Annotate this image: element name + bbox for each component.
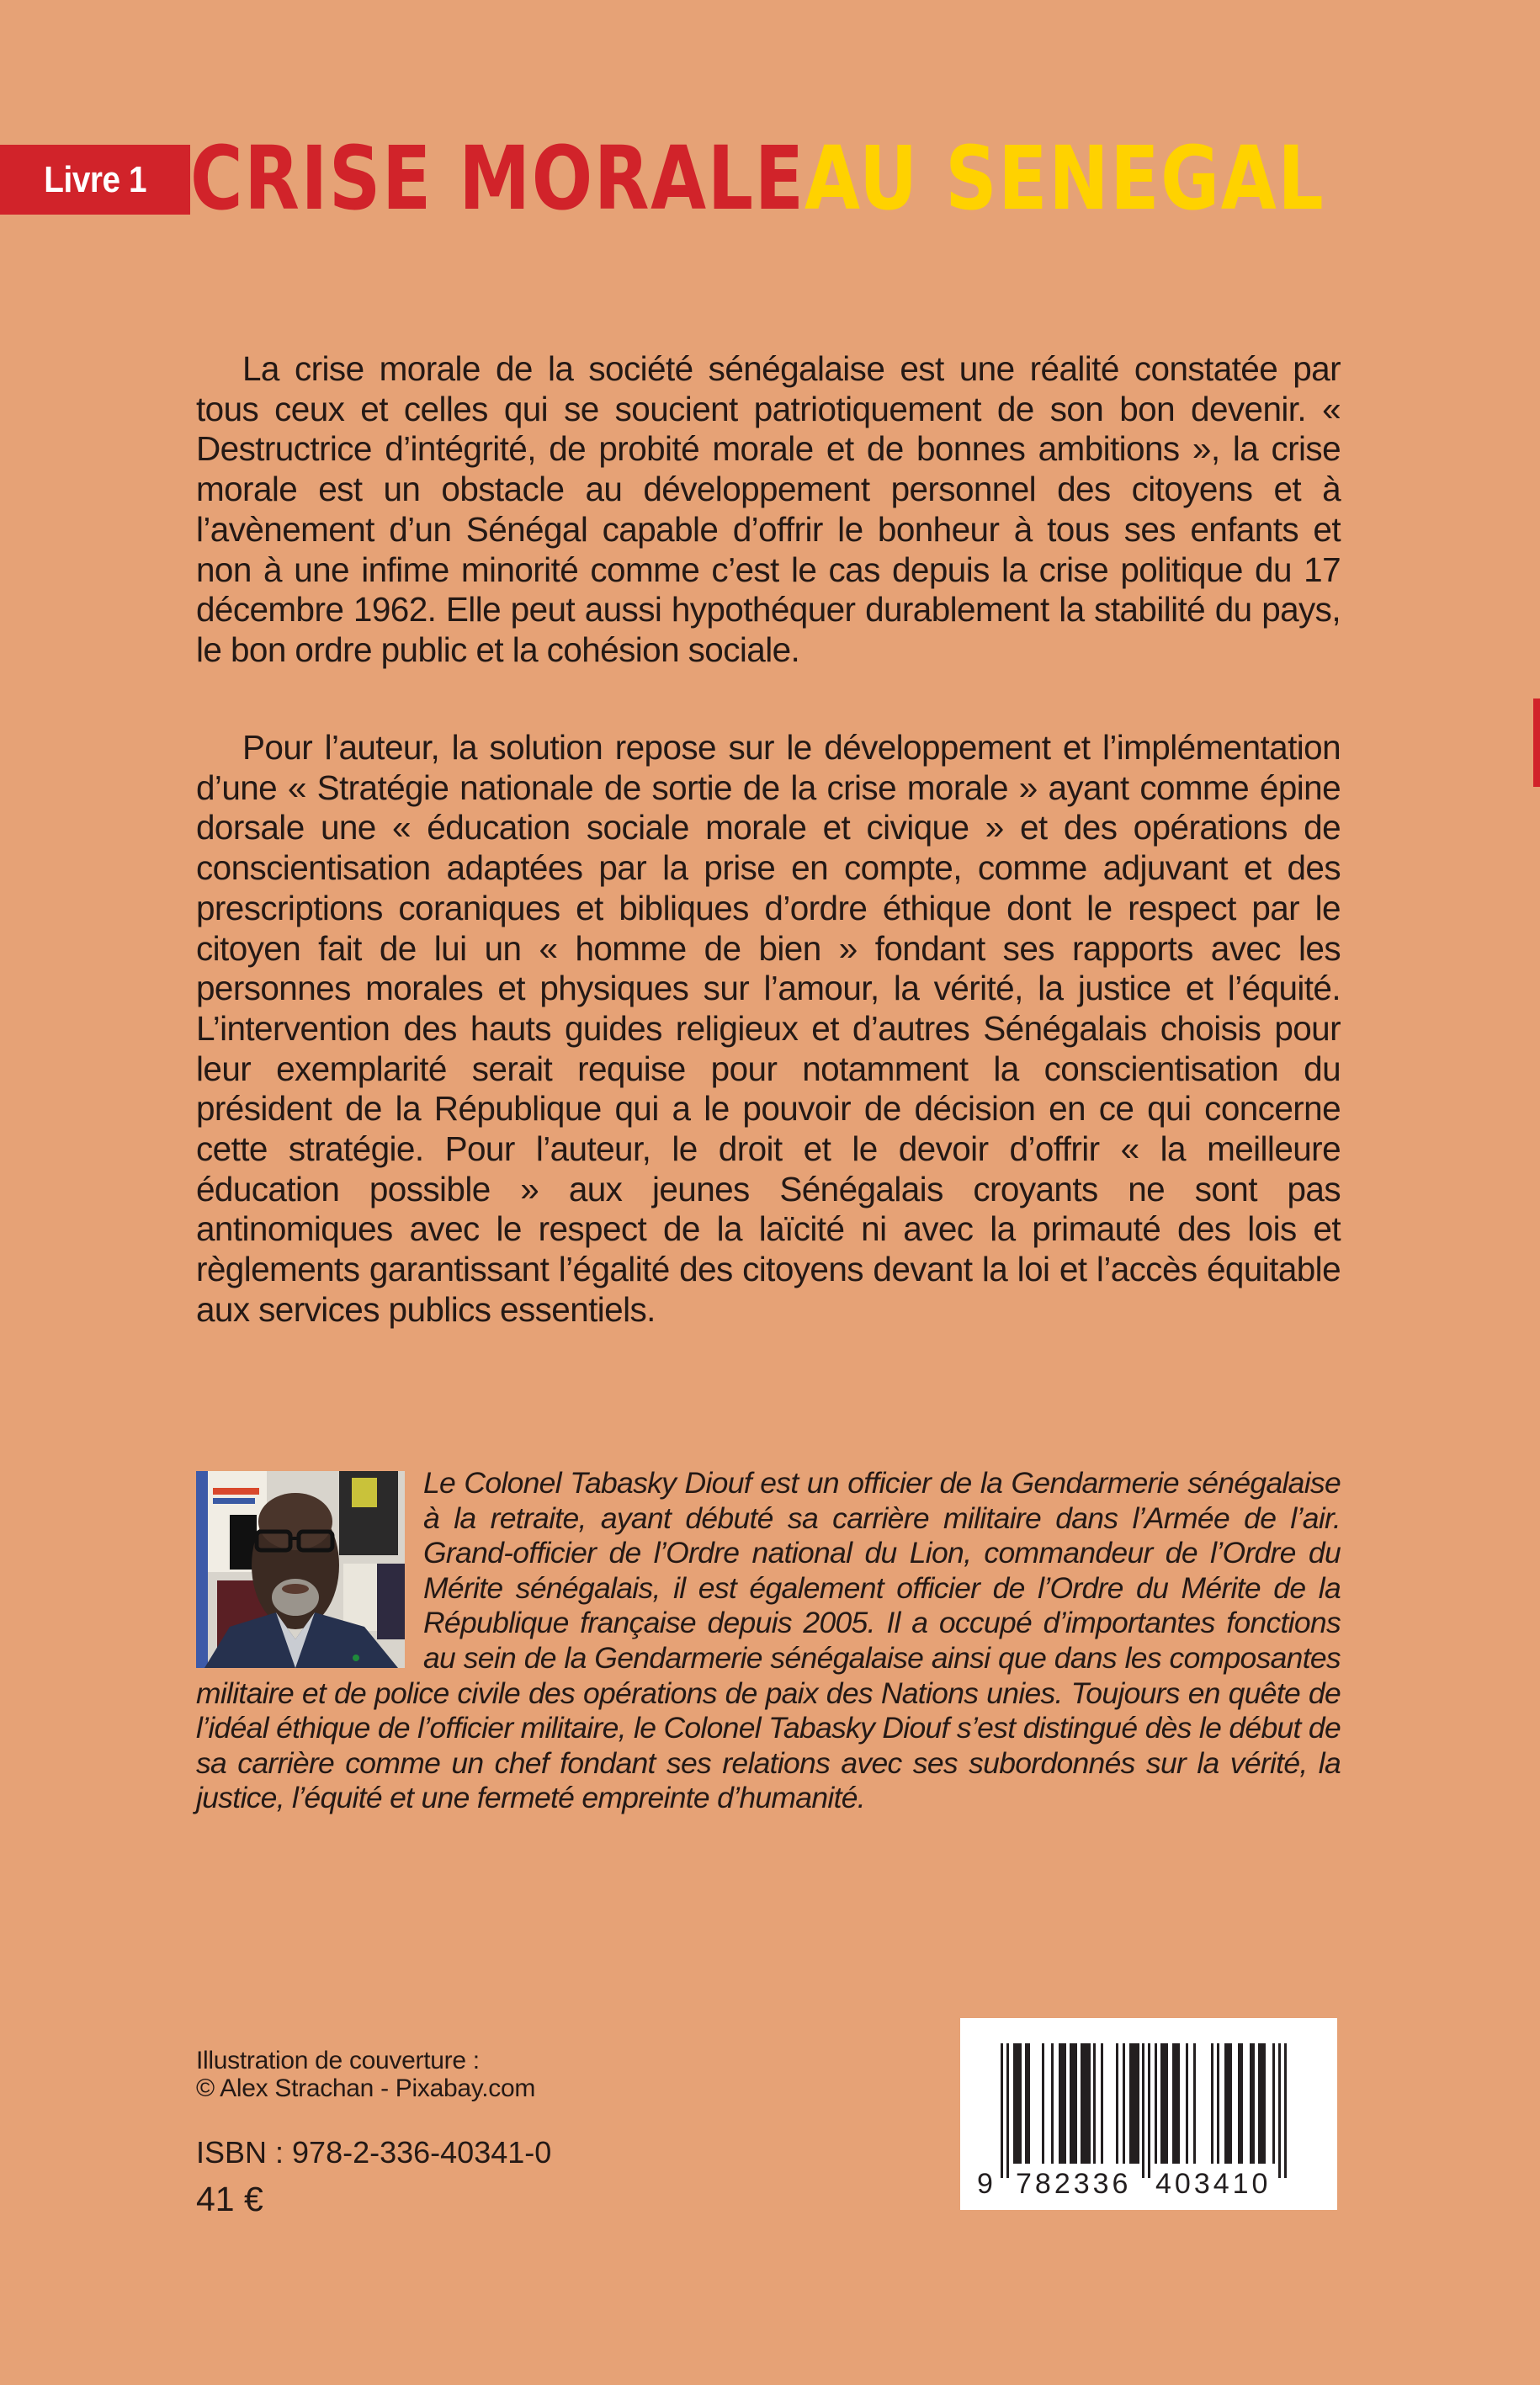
price: 41 €	[196, 2180, 263, 2218]
barcode-first-digit: 9	[977, 2168, 993, 2200]
author-photo	[196, 1471, 405, 1668]
series-label-band	[0, 145, 190, 215]
title-part-yellow: AU SENEGAL	[805, 127, 1325, 230]
barcode-right-digits: 403410	[1155, 2168, 1272, 2200]
author-bio	[196, 1466, 1341, 1816]
summary-paragraph-1	[196, 349, 1341, 671]
edge-marker	[1533, 699, 1540, 787]
summary-text: Pour l’auteur, la solution repose sur le développement et l’implémentation d’une « Stratégie nationale de sortie de la crise morale » ayant comme épine dorsale une « éducation sociale morale et civique » et des opérations de conscientisation adaptées par la prise en compte, comme adjuvant et des prescriptions coraniques et bibliques d’ordre éthique dont le respect par le citoyen fait de lui un « homme de bien » fondant ses rapports avec les personnes morales et physiques sur l’amour, la vérité, la justice et l’équité. L’intervention des hauts guides religieux et d’autres Sénégalais choisis pour leur exemplarité serait requise pour notamment la conscientisation du président de la République qui a le pouvoir de décision en ce qui concerne cette stratégie. Pour l’auteur, le droit et le devoir d’offrir « la meilleure éducation possible » aux jeunes Sénégalais croyants ne sont pas antinomiques avec le respect de la laïcité ni avec la primauté des lois et règlements garantissant l’égalité des citoyens devant la loi et l’accès équitable aux services publics essentiels.	[196, 728, 1341, 1329]
isbn-barcode	[960, 2018, 1337, 2210]
barcode-icon	[960, 2018, 1337, 2210]
summary-text: La crise morale de la société sénégalaise est une réalité constatée par tous ceux et celles qui se soucient patriotiquement de son bon devenir. « Destructrice d’intégrité, de probité morale et de bonnes ambitions », la crise morale est un obstacle au développement personnel des citoyens et à l’avènement d’un Sénégal capable d’offrir le bonheur à tous ses enfants et non à une infime minorité comme c’est le cas depuis la crise politique du 17 décembre 1962. Elle peut aussi hypothéquer durablement la stabilité du pays, le bon ordre public et la cohésion sociale.	[196, 349, 1341, 669]
bio-prefix: Le Colonel	[423, 1466, 571, 1500]
summary-paragraph-2	[196, 728, 1341, 1331]
bio-text: est un officier de la Gendarmerie sénégalaise à la retraite, ayant débuté sa carrière militaire dans l’Armée de l’air. Grand-officier de l’Ordre national du Lion, commandeur de l’Ordre du Mérite sénégalais, il est également officier de l’Ordre du Mérite de la République française depuis 2005. Il a occupé d’importantes fonctions au sein de la Gendarmerie sénégalaise ainsi que dans les composantes militaire et de police civile des opérations de paix des Nations unies. Toujours en quête de l’idéal éthique de l’officier militaire, le Colonel Tabasky Diouf s’est distingué dès le début de sa carrière comme un chef fondant ses relations avec ses subordonnés sur la vérité, la justice, l’équité et une fermeté empreinte d’humanité.	[196, 1466, 1341, 1815]
isbn: ISBN : 978-2-336-40341-0	[196, 2135, 552, 2170]
credit-source: © Alex Strachan - Pixabay.com	[196, 2074, 536, 2102]
title-part-red: CRISE MORALE	[190, 127, 805, 230]
book-title	[190, 127, 1439, 230]
cover-credits	[196, 2047, 535, 2102]
barcode-left-digits: 782336	[1016, 2168, 1132, 2200]
author-name: Tabasky Diouf	[570, 1466, 751, 1500]
author-portrait-icon	[196, 1471, 405, 1668]
series-label: Livre 1	[44, 158, 146, 200]
credit-label: Illustration de couverture :	[196, 2047, 480, 2074]
